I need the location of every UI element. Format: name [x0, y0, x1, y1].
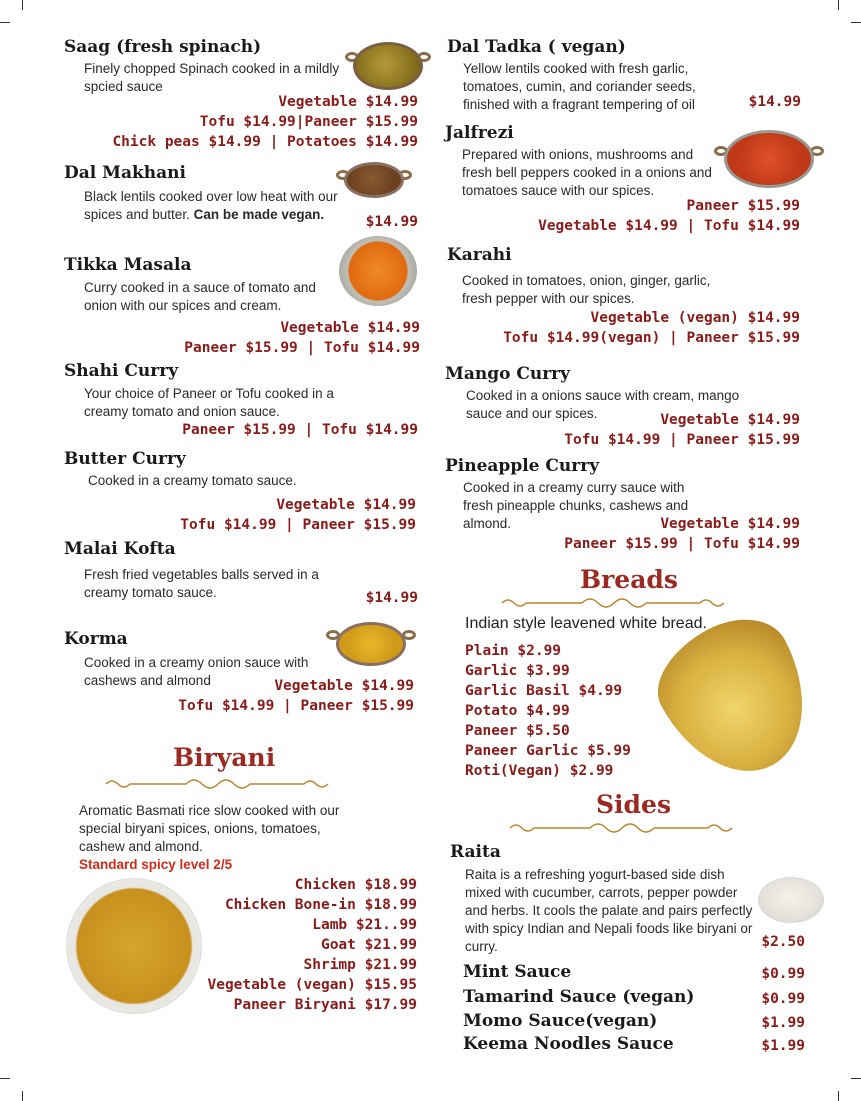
- section-heading: Breads: [580, 565, 678, 594]
- item-title: Butter Curry: [64, 449, 186, 469]
- item-price: Vegetable $14.99: [660, 516, 800, 532]
- item-description: Fresh fried vegetables balls served in a creamy tomato sauce.: [84, 567, 319, 600]
- side-item-price: $0.99: [761, 966, 805, 982]
- item-price: Paneer $15.99 | Tofu $14.99: [564, 536, 800, 552]
- crop-mark: [0, 1078, 10, 1079]
- item-title: Malai Kofta: [64, 539, 176, 559]
- section-heading: Biryani: [173, 743, 276, 772]
- side-item-name: Tamarind Sauce (vegan): [463, 987, 695, 1007]
- biryani-item: Vegetable (vegan) $15.95: [207, 977, 417, 993]
- item-price: $14.99: [365, 214, 418, 230]
- item-title: Karahi: [447, 245, 512, 265]
- item-title: Dal Tadka ( vegan): [447, 37, 626, 57]
- bread-item: Plain $2.99: [465, 643, 562, 659]
- item-title: Mango Curry: [445, 364, 571, 384]
- biryani-item: Chicken Bone-in $18.99: [224, 897, 417, 913]
- biryani-dish-photo: [66, 878, 202, 1014]
- crop-mark: [851, 22, 861, 23]
- saag-dish-photo: [345, 38, 431, 94]
- item-price: Vegetable (vegan) $14.99: [590, 310, 800, 326]
- crop-mark: [851, 1078, 861, 1079]
- tikka-masala-dish-photo: [339, 236, 417, 306]
- raita-bowl-photo: [758, 877, 824, 923]
- item-description: Finely chopped Spinach cooked in a mildly spcied sauce: [84, 61, 340, 94]
- crop-mark: [22, 0, 23, 10]
- item-title: Pineapple Curry: [445, 456, 600, 476]
- side-item-name: Keema Noodles Sauce: [463, 1034, 674, 1054]
- item-description: Cooked in tomatoes, onion, ginger, garlic, fresh pepper with our spices.: [462, 273, 711, 306]
- ornament-divider: [104, 777, 332, 791]
- bread-item: Roti(Vegan) $2.99: [465, 763, 614, 779]
- item-title: Saag (fresh spinach): [64, 37, 262, 57]
- dal-makhani-dish-photo: [336, 160, 412, 200]
- crop-mark: [838, 1091, 839, 1101]
- biryani-item: Shrimp $21.99: [303, 957, 417, 973]
- item-price: Paneer $15.99: [686, 198, 800, 214]
- item-price: $2.50: [761, 934, 805, 950]
- section-description: Indian style leavened white bread.: [465, 615, 707, 632]
- biryani-item: Chicken $18.99: [294, 877, 417, 893]
- biryani-item: Goat $21.99: [320, 937, 417, 953]
- item-description: Prepared with onions, mushrooms and fresh bell peppers cooked in a onions and tomatoes sauce with our spices.: [462, 147, 712, 198]
- item-title: Dal Makhani: [64, 163, 186, 183]
- bread-item: Paneer $5.50: [465, 723, 570, 739]
- crop-mark: [838, 0, 839, 10]
- bread-item: Garlic $3.99: [465, 663, 570, 679]
- section-heading: Sides: [596, 790, 672, 819]
- item-description: Curry cooked in a sauce of tomato and onion with our spices and cream.: [84, 280, 316, 313]
- side-item-name: Momo Sauce(vegan): [463, 1011, 658, 1031]
- item-price: Tofu $14.99|Paneer $15.99: [199, 114, 418, 130]
- bread-item: Potato $4.99: [465, 703, 570, 719]
- crop-mark: [22, 1091, 23, 1101]
- side-item-price: $1.99: [761, 1015, 805, 1031]
- item-title: Jalfrezi: [445, 123, 514, 143]
- biryani-item: Lamb $21..99: [312, 917, 417, 933]
- item-description: Your choice of Paneer or Tofu cooked in a creamy tomato and onion sauce.: [84, 386, 334, 419]
- side-item-price: $0.99: [761, 991, 805, 1007]
- spicy-level-note: Standard spicy level 2/5: [79, 857, 233, 872]
- desc-bold-text: Can be made vegan.: [193, 207, 325, 222]
- item-price: Tofu $14.99 | Paneer $15.99: [178, 698, 414, 714]
- item-description: Raita is a refreshing yogurt-based side dish mixed with cucumber, carrots, pepper powder and herbs. It cools the palate and pairs perfectly with spicy Indian and Nepali foods like biryani or curry.: [465, 867, 753, 954]
- ornament-divider: [508, 821, 736, 835]
- item-description: Yellow lentils cooked with fresh garlic, tomatoes, cumin, and coriander seeds, finished with a fragrant tempering of oil: [463, 61, 696, 112]
- item-title: Raita: [450, 842, 501, 862]
- item-description: [84, 188, 339, 224]
- item-description: Cooked in a creamy onion sauce with cashews and almond: [84, 655, 309, 688]
- item-price: Tofu $14.99 | Paneer $15.99: [180, 517, 416, 533]
- korma-dish-photo: [326, 620, 416, 668]
- bread-item: Paneer Garlic $5.99: [465, 743, 631, 759]
- item-price: Tofu $14.99 | Paneer $15.99: [564, 432, 800, 448]
- jalfrezi-dish-photo: [714, 128, 824, 192]
- item-price: Chick peas $14.99 | Potatoes $14.99: [112, 134, 418, 150]
- ornament-divider: [500, 596, 728, 610]
- item-price: Vegetable $14.99: [280, 320, 420, 336]
- item-price: Paneer $15.99 | Tofu $14.99: [182, 422, 418, 438]
- section-description: Aromatic Basmati rice slow cooked with our special biryani spices, onions, tomatoes, cashew and almond.: [79, 803, 340, 854]
- item-price: $14.99: [365, 590, 418, 606]
- item-price: Tofu $14.99(vegan) | Paneer $15.99: [503, 330, 800, 346]
- item-price: Vegetable $14.99: [660, 412, 800, 428]
- item-description: Cooked in a onions sauce with cream, mango sauce and our spices.: [466, 388, 740, 421]
- item-price: Vegetable $14.99: [278, 94, 418, 110]
- side-item-name: Mint Sauce: [463, 962, 572, 982]
- crop-mark: [0, 22, 10, 23]
- item-description: Cooked in a creamy curry sauce with fresh pineapple chunks, cashews and almond.: [463, 480, 689, 531]
- item-price: Vegetable $14.99: [274, 678, 414, 694]
- item-description: Cooked in a creamy tomato sauce.: [88, 473, 297, 488]
- desc-text: Black lentils cooked over low heat with our spices and butter.: [84, 189, 338, 222]
- biryani-item: Paneer Biryani $17.99: [233, 997, 417, 1013]
- item-price: Vegetable $14.99 | Tofu $14.99: [538, 218, 800, 234]
- item-title: Tikka Masala: [64, 255, 192, 275]
- item-price: Vegetable $14.99: [276, 497, 416, 513]
- bread-item: Garlic Basil $4.99: [465, 683, 623, 699]
- item-price: Paneer $15.99 | Tofu $14.99: [184, 340, 420, 356]
- item-title: Shahi Curry: [64, 361, 179, 381]
- item-title: Korma: [64, 629, 128, 649]
- item-price: $14.99: [748, 94, 801, 110]
- side-item-price: $1.99: [761, 1038, 805, 1054]
